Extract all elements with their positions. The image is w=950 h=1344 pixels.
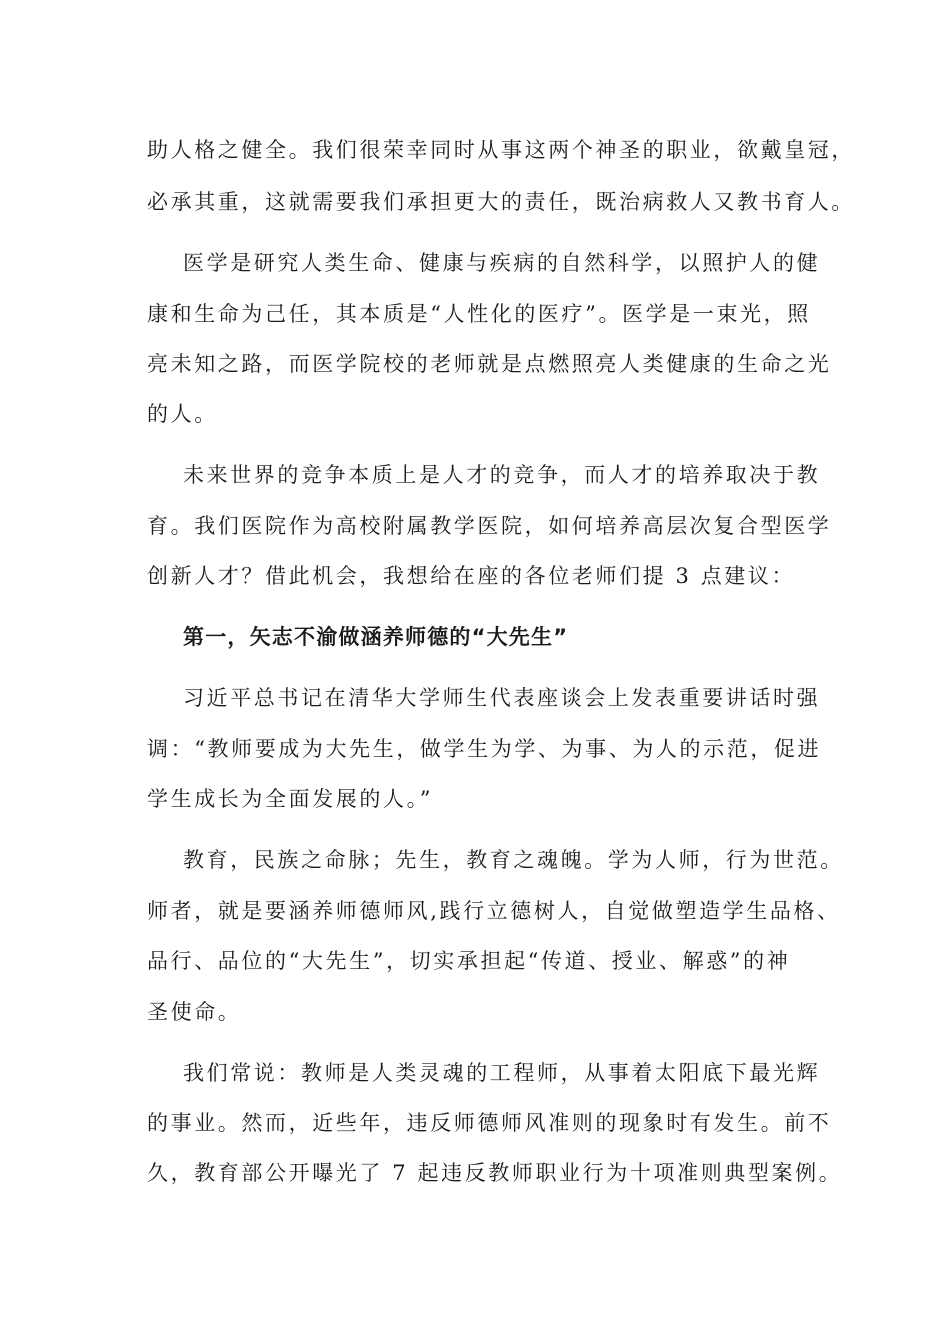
paragraph-6-line-3: 久，教育部公开曝光了 7 起违反教师职业行为十项准则典型案例。 [147,1161,843,1185]
paragraph-3-line-2: 育。我们医院作为高校附属教学医院，如何培养高层次复合型医学 [147,514,832,538]
paragraph-1-line-2: 必承其重，这就需要我们承担更大的责任，既治病救人又教书育人。 [147,190,855,214]
paragraph-2-line-4: 的人。 [147,402,218,426]
paragraph-3-line-1: 未来世界的竞争本质上是人才的竞争，而人才的培养取决于教 [183,463,821,487]
paragraph-2-line-2: 康和生命为己任，其本质是“人性化的医疗”。医学是一束光，照 [147,302,811,326]
paragraph-1-line-1: 助人格之健全。我们很荣幸同时从事这两个神圣的职业，欲戴皇冠， [147,138,855,162]
paragraph-4-line-1: 习近平总书记在清华大学师生代表座谈会上发表重要讲话时强 [183,686,821,710]
paragraph-4-line-3: 学生成长为全面发展的人。” [147,787,434,811]
paragraph-4-line-2: 调：“教师要成为大先生，做学生为学、为事、为人的示范，促进 [147,737,822,761]
paragraph-5-line-3: 品行、品位的“大先生”，切实承担起“传道、授业、解惑”的神 [147,949,791,973]
section-heading: 第一，矢志不渝做涵养师德的“大先生” [183,625,569,649]
paragraph-6-line-2: 的事业。然而，近些年，违反师德师风准则的现象时有发生。前不 [147,1111,832,1135]
paragraph-2-line-1: 医学是研究人类生命、健康与疾病的自然科学，以照护人的健 [183,251,821,275]
paragraph-5-line-2: 师者，就是要涵养师德师风,践行立德树人，自觉做塑造学生品格、 [147,899,841,923]
paragraph-5-line-1: 教育，民族之命脉；先生，教育之魂魄。学为人师，行为世范。 [183,848,844,872]
paragraph-6-line-1: 我们常说：教师是人类灵魂的工程师，从事着太阳底下最光辉 [183,1061,821,1085]
paragraph-2-line-3: 亮未知之路，而医学院校的老师就是点燃照亮人类健康的生命之光 [147,352,832,376]
paragraph-3-line-3: 创新人才？借此机会，我想给在座的各位老师们提 3 点建议： [147,564,796,588]
paragraph-5-line-4: 圣使命。 [147,1000,242,1024]
